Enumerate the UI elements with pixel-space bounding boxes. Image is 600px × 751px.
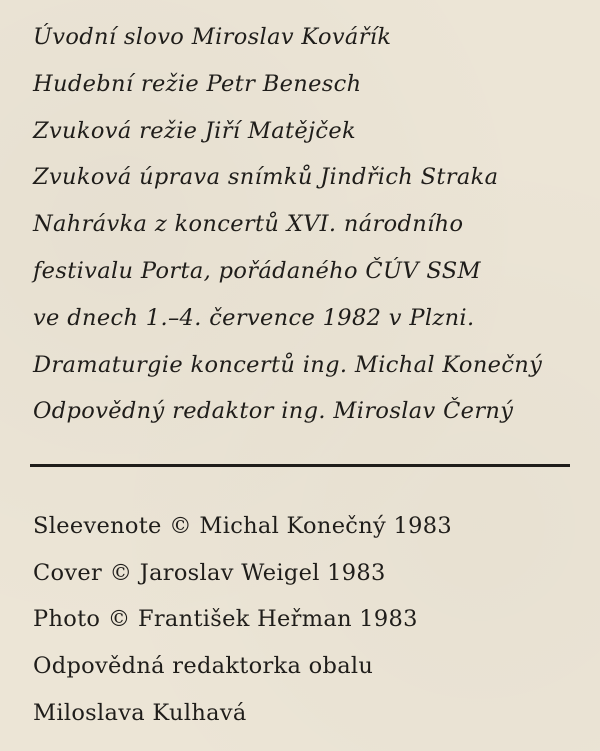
credit-line-sound-editing: Zvuková úprava snímků Jindřich Straka: [33, 164, 499, 191]
credit-line-dates: ve dnech 1.–4. července 1982 v Plzni.: [33, 304, 475, 331]
sleeve-line-cover-editor-title: Odpovědná redaktorka obalu: [33, 653, 374, 680]
credit-line-dramaturgy: Dramaturgie koncertů ing. Michal Konečný: [33, 351, 543, 378]
divider-rule: [30, 464, 570, 467]
credit-line-sound-direction: Zvuková režie Jiří Matějček: [33, 117, 356, 144]
production-credits: [33, 14, 542, 435]
credit-line-music-direction: Hudební režie Petr Benesch: [33, 70, 362, 97]
credit-line-intro: Úvodní slovo Miroslav Kovářík: [33, 24, 392, 50]
credit-line-festival: festivalu Porta, pořádaného ČÚV SSM: [33, 257, 481, 284]
sleeve-line-cover-editor-name: Miloslava Kulhavá: [33, 699, 247, 726]
sleeve-line-photo: Photo © František Heřman 1983: [33, 606, 418, 633]
sleeve-credits: [33, 503, 452, 737]
credit-line-editor: Odpovědný redaktor ing. Miroslav Černý: [33, 398, 514, 425]
sleeve-line-cover: Cover © Jaroslav Weigel 1983: [33, 559, 386, 586]
sleeve-line-sleevenote: Sleevenote © Michal Konečný 1983: [33, 513, 452, 539]
credit-line-recording: Nahrávka z koncertů XVI. národního: [33, 211, 464, 238]
